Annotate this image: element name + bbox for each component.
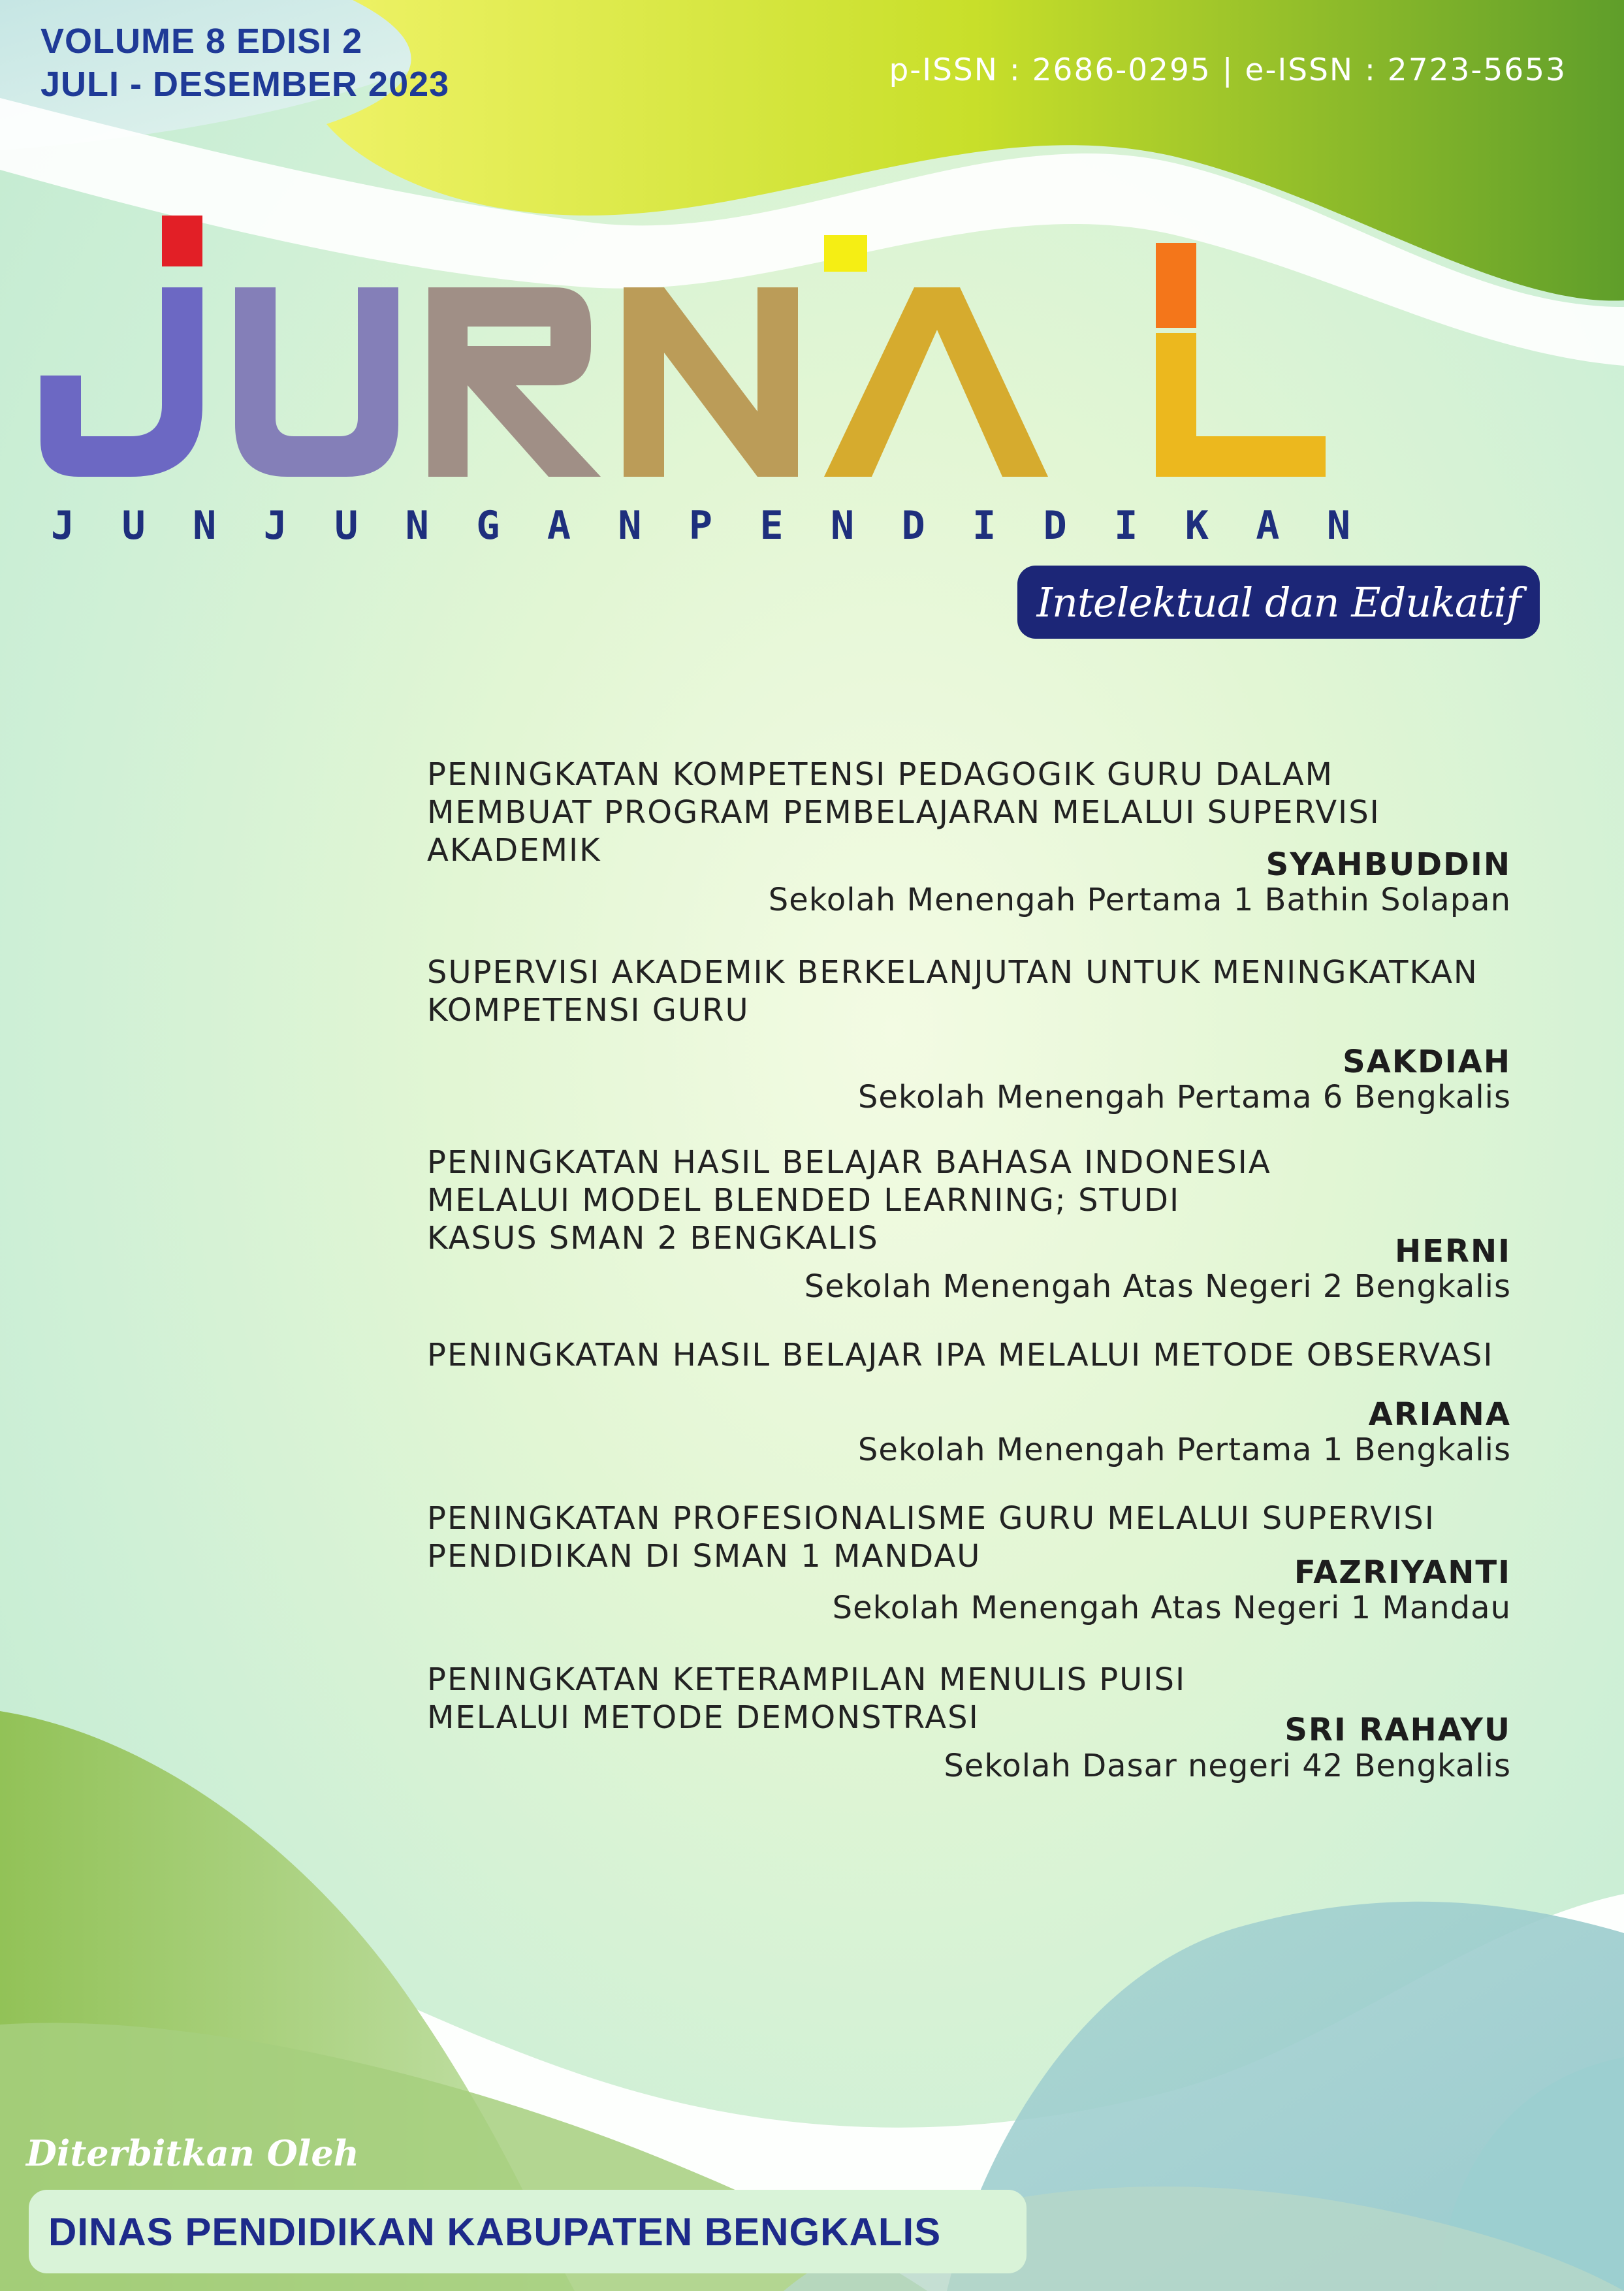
subtitle-letter: U xyxy=(121,503,146,549)
subtitle-letter: D xyxy=(1043,503,1067,549)
article-author: FAZRIYANTI xyxy=(1294,1554,1511,1591)
article-title: PENINGKATAN PROFESIONALISME GURU MELALUI SUPERVISI PENDIDIKAN DI SMAN 1 MANDAU xyxy=(427,1500,1435,1575)
article-institution: Sekolah Menengah Atas Negeri 2 Bengkalis xyxy=(804,1268,1511,1305)
subtitle-letter: A xyxy=(1256,503,1280,549)
article-title: PENINGKATAN KETERAMPILAN MENULIS PUISI MELALUI METODE DEMONSTRASI xyxy=(427,1661,1186,1736)
logo-letter-a xyxy=(824,287,1048,477)
tagline-text: Intelektual dan Edukatif xyxy=(1036,578,1521,626)
subtitle-letter: N xyxy=(618,503,642,549)
article-institution: Sekolah Menengah Pertama 1 Bathin Solapan xyxy=(768,882,1511,918)
subtitle-letter: P xyxy=(688,503,713,549)
article-author: HERNI xyxy=(1395,1233,1511,1270)
subtitle-letter: J xyxy=(263,503,287,549)
article-title: PENINGKATAN HASIL BELAJAR IPA MELALUI METODE OBSERVASI xyxy=(427,1337,1494,1373)
article-title: SUPERVISI AKADEMIK BERKELANJUTAN UNTUK MENINGKATKAN KOMPETENSI GURU xyxy=(427,954,1478,1029)
article-institution: Sekolah Dasar negeri 42 Bengkalis xyxy=(944,1748,1511,1784)
subtitle-letter: A xyxy=(547,503,571,549)
logo-letter-j xyxy=(40,287,202,477)
subtitle-letter: N xyxy=(1326,503,1350,549)
publisher-label: Diterbitkan Oleh xyxy=(26,2132,359,2174)
journal-logo xyxy=(0,0,1624,653)
tagline-badge xyxy=(1017,566,1540,639)
period-label: JULI - DESEMBER 2023 xyxy=(40,65,450,104)
subtitle-letter: D xyxy=(901,503,925,549)
article-institution: Sekolah Menengah Atas Negeri 1 Mandau xyxy=(832,1590,1511,1626)
subtitle-letter: K xyxy=(1185,503,1209,549)
article-institution: Sekolah Menengah Pertama 1 Bengkalis xyxy=(857,1432,1511,1468)
logo-yellow-stripe xyxy=(824,235,867,272)
subtitle-letter: N xyxy=(193,503,217,549)
publisher-box xyxy=(29,2190,1027,2273)
publisher-name: DINAS PENDIDIKAN KABUPATEN BENGKALIS xyxy=(48,2209,942,2254)
subtitle-letter: I xyxy=(1114,503,1138,549)
article-title: PENINGKATAN KOMPETENSI PEDAGOGIK GURU DALAM MEMBUAT PROGRAM PEMBELAJARAN MELALUI SUPERVISI AKADEMIK xyxy=(427,756,1380,869)
subtitle-letter: E xyxy=(759,503,784,549)
subtitle-letter: U xyxy=(334,503,358,549)
logo-letter-u xyxy=(235,287,398,477)
volume-label: VOLUME 8 EDISI 2 xyxy=(40,22,363,61)
journal-subtitle xyxy=(51,503,1350,549)
logo-j-dot xyxy=(162,216,202,266)
subtitle-letter: I xyxy=(972,503,996,549)
subtitle-letter: G xyxy=(476,503,500,549)
article-author: SYAHBUDDIN xyxy=(1266,846,1511,883)
article-institution: Sekolah Menengah Pertama 6 Bengkalis xyxy=(857,1079,1511,1115)
issn-label: p-ISSN : 2686-0295 | e-ISSN : 2723-5653 xyxy=(889,52,1567,88)
logo-letter-l xyxy=(1156,333,1326,477)
logo-orange-accent xyxy=(1156,243,1196,328)
logo-letter-r xyxy=(428,287,601,477)
article-author: SAKDIAH xyxy=(1343,1044,1511,1080)
article-author: SRI RAHAYU xyxy=(1284,1712,1511,1748)
subtitle-letter: N xyxy=(831,503,855,549)
article-title: PENINGKATAN HASIL BELAJAR BAHASA INDONESIA MELALUI MODEL BLENDED LEARNING; STUDI KASUS SMAN 2 BENGKALIS xyxy=(427,1144,1271,1257)
article-author: ARIANA xyxy=(1368,1396,1511,1433)
logo-letter-n xyxy=(624,287,798,477)
subtitle-letter: J xyxy=(51,503,75,549)
subtitle-letter: N xyxy=(405,503,429,549)
